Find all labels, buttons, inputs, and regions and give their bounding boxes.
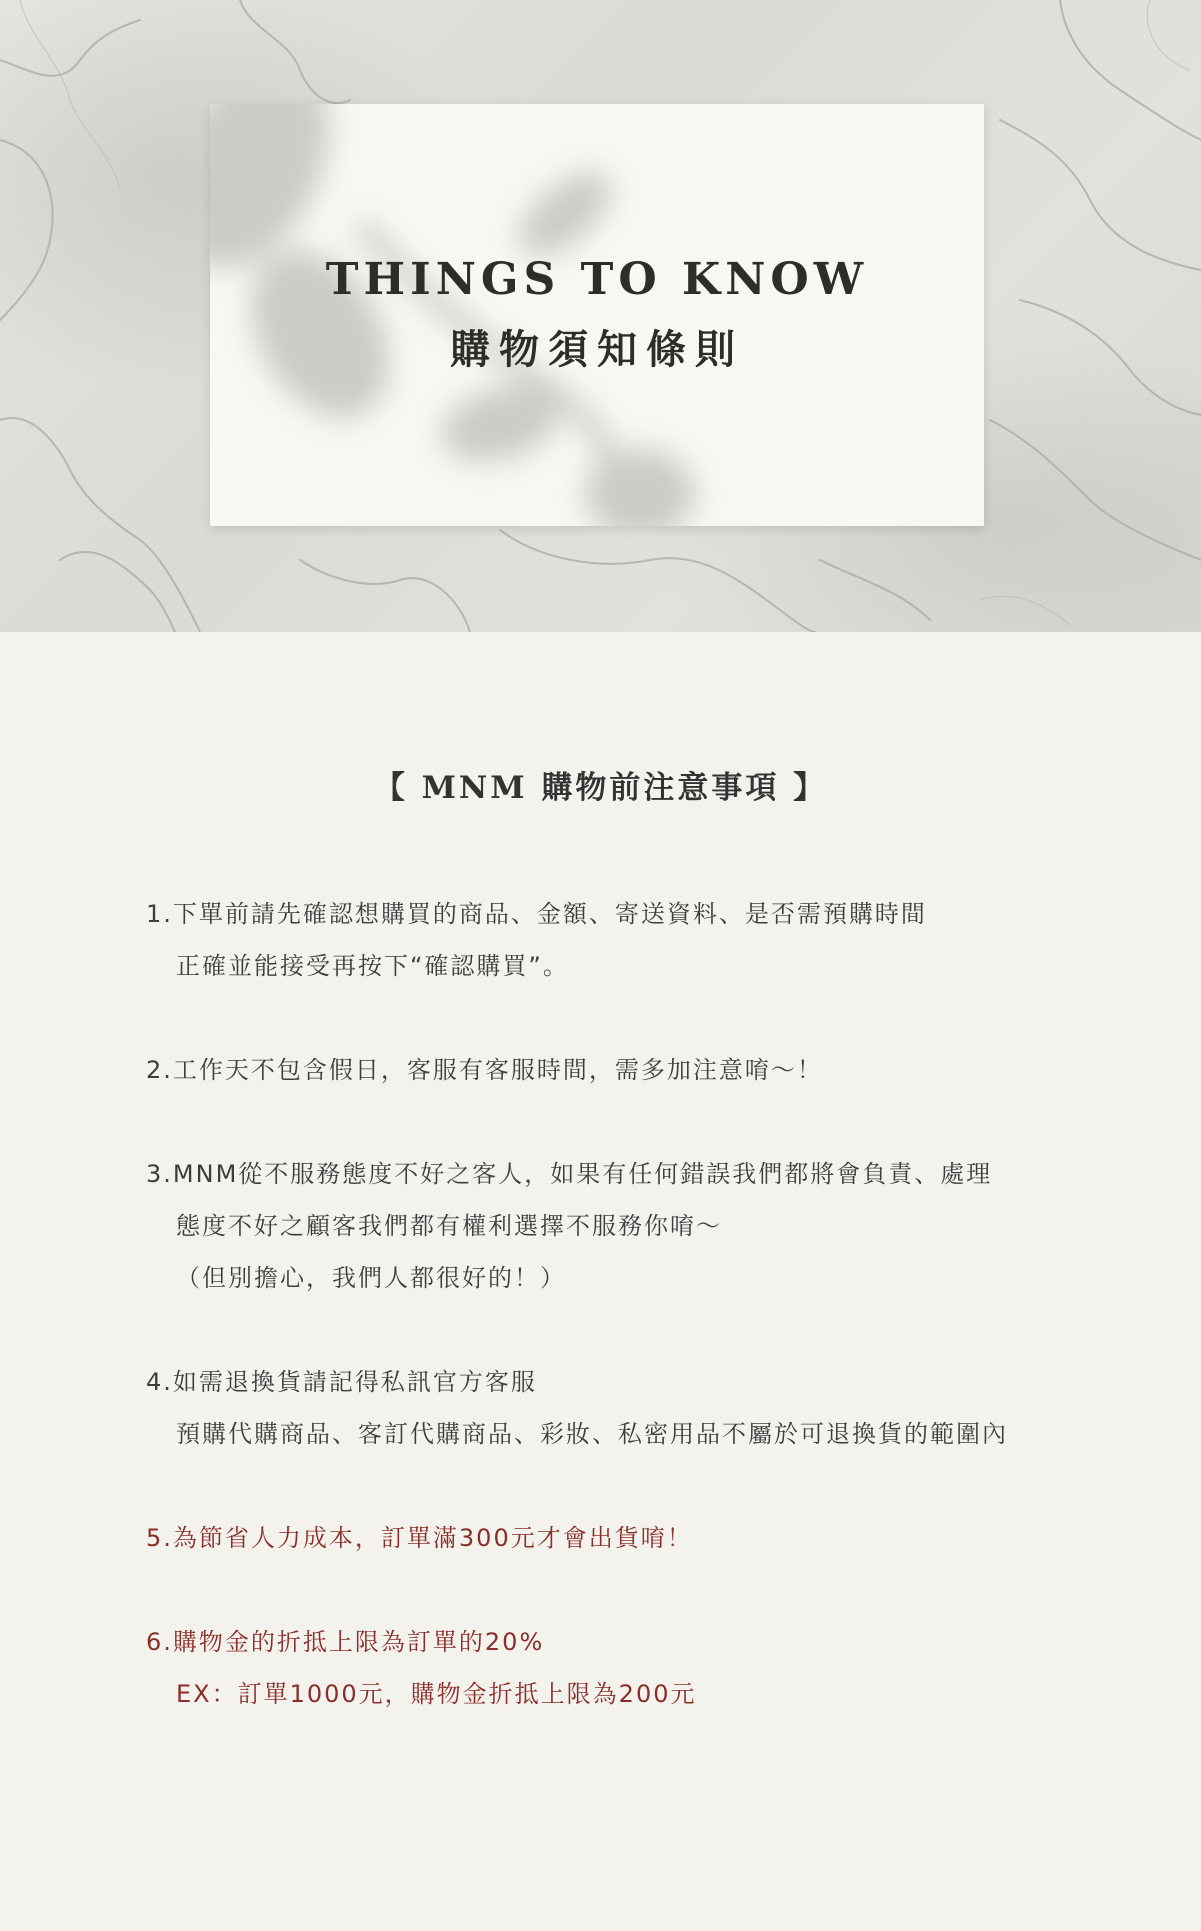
notice-item-5: [146, 1512, 1076, 1564]
notice-item-1: [146, 888, 1076, 992]
notice-item-2: [146, 1044, 1076, 1096]
notice-text: EX：訂單1000元，購物金折抵上限為200元: [176, 1680, 697, 1708]
notice-item-6: [146, 1616, 1076, 1720]
title-card: [210, 104, 984, 526]
notice-item-4: [146, 1356, 1076, 1460]
section-heading: 【 MNM 購物前注意事項 】: [373, 770, 828, 806]
notice-text: 預購代購商品、客訂代購商品、彩妝、私密用品不屬於可退換貨的範圍內: [176, 1420, 1008, 1448]
notice-line: [146, 888, 1076, 940]
hero-banner: [0, 0, 1201, 632]
notice-list: [146, 888, 1076, 1772]
notice-text: MNM從不服務態度不好之客人，如果有任何錯誤我們都將會負責、處理: [172, 1160, 993, 1188]
notice-text: 態度不好之顧客我們都有權利選擇不服務你唷～: [176, 1212, 722, 1240]
notice-text: 正確並能接受再按下“確認購買”。: [176, 952, 569, 980]
notice-text: 為節省人力成本，訂單滿300元才會出貨唷！: [172, 1524, 693, 1552]
notice-number: 3.: [146, 1160, 173, 1188]
notice-line: [146, 1148, 1076, 1200]
notice-number: 1.: [146, 900, 173, 928]
notice-number: 6.: [146, 1628, 173, 1656]
notice-line: [146, 1616, 1076, 1668]
notice-number: 5.: [146, 1524, 173, 1552]
notice-line: [146, 1356, 1076, 1408]
notice-text: 如需退換貨請記得私訊官方客服: [172, 1368, 537, 1396]
notice-text: 工作天不包含假日，客服有客服時間，需多加注意唷～！: [172, 1056, 823, 1084]
notice-text: 下單前請先確認想購買的商品、金額、寄送資料、是否需預購時間: [172, 900, 927, 928]
notice-number: 4.: [146, 1368, 173, 1396]
notice-line: [146, 1044, 1076, 1096]
notice-text: （但別擔心，我們人都很好的！）: [176, 1264, 566, 1292]
notice-line: [146, 1512, 1076, 1564]
notice-number: 2.: [146, 1056, 173, 1084]
hero-subtitle: 購物須知條則: [450, 326, 744, 373]
notice-text: 購物金的折抵上限為訂單的20%: [172, 1628, 545, 1656]
hero-title: THINGS TO KNOW: [325, 254, 869, 305]
leaf-shadow-decoration: [210, 104, 984, 526]
notice-item-3: [146, 1148, 1076, 1304]
